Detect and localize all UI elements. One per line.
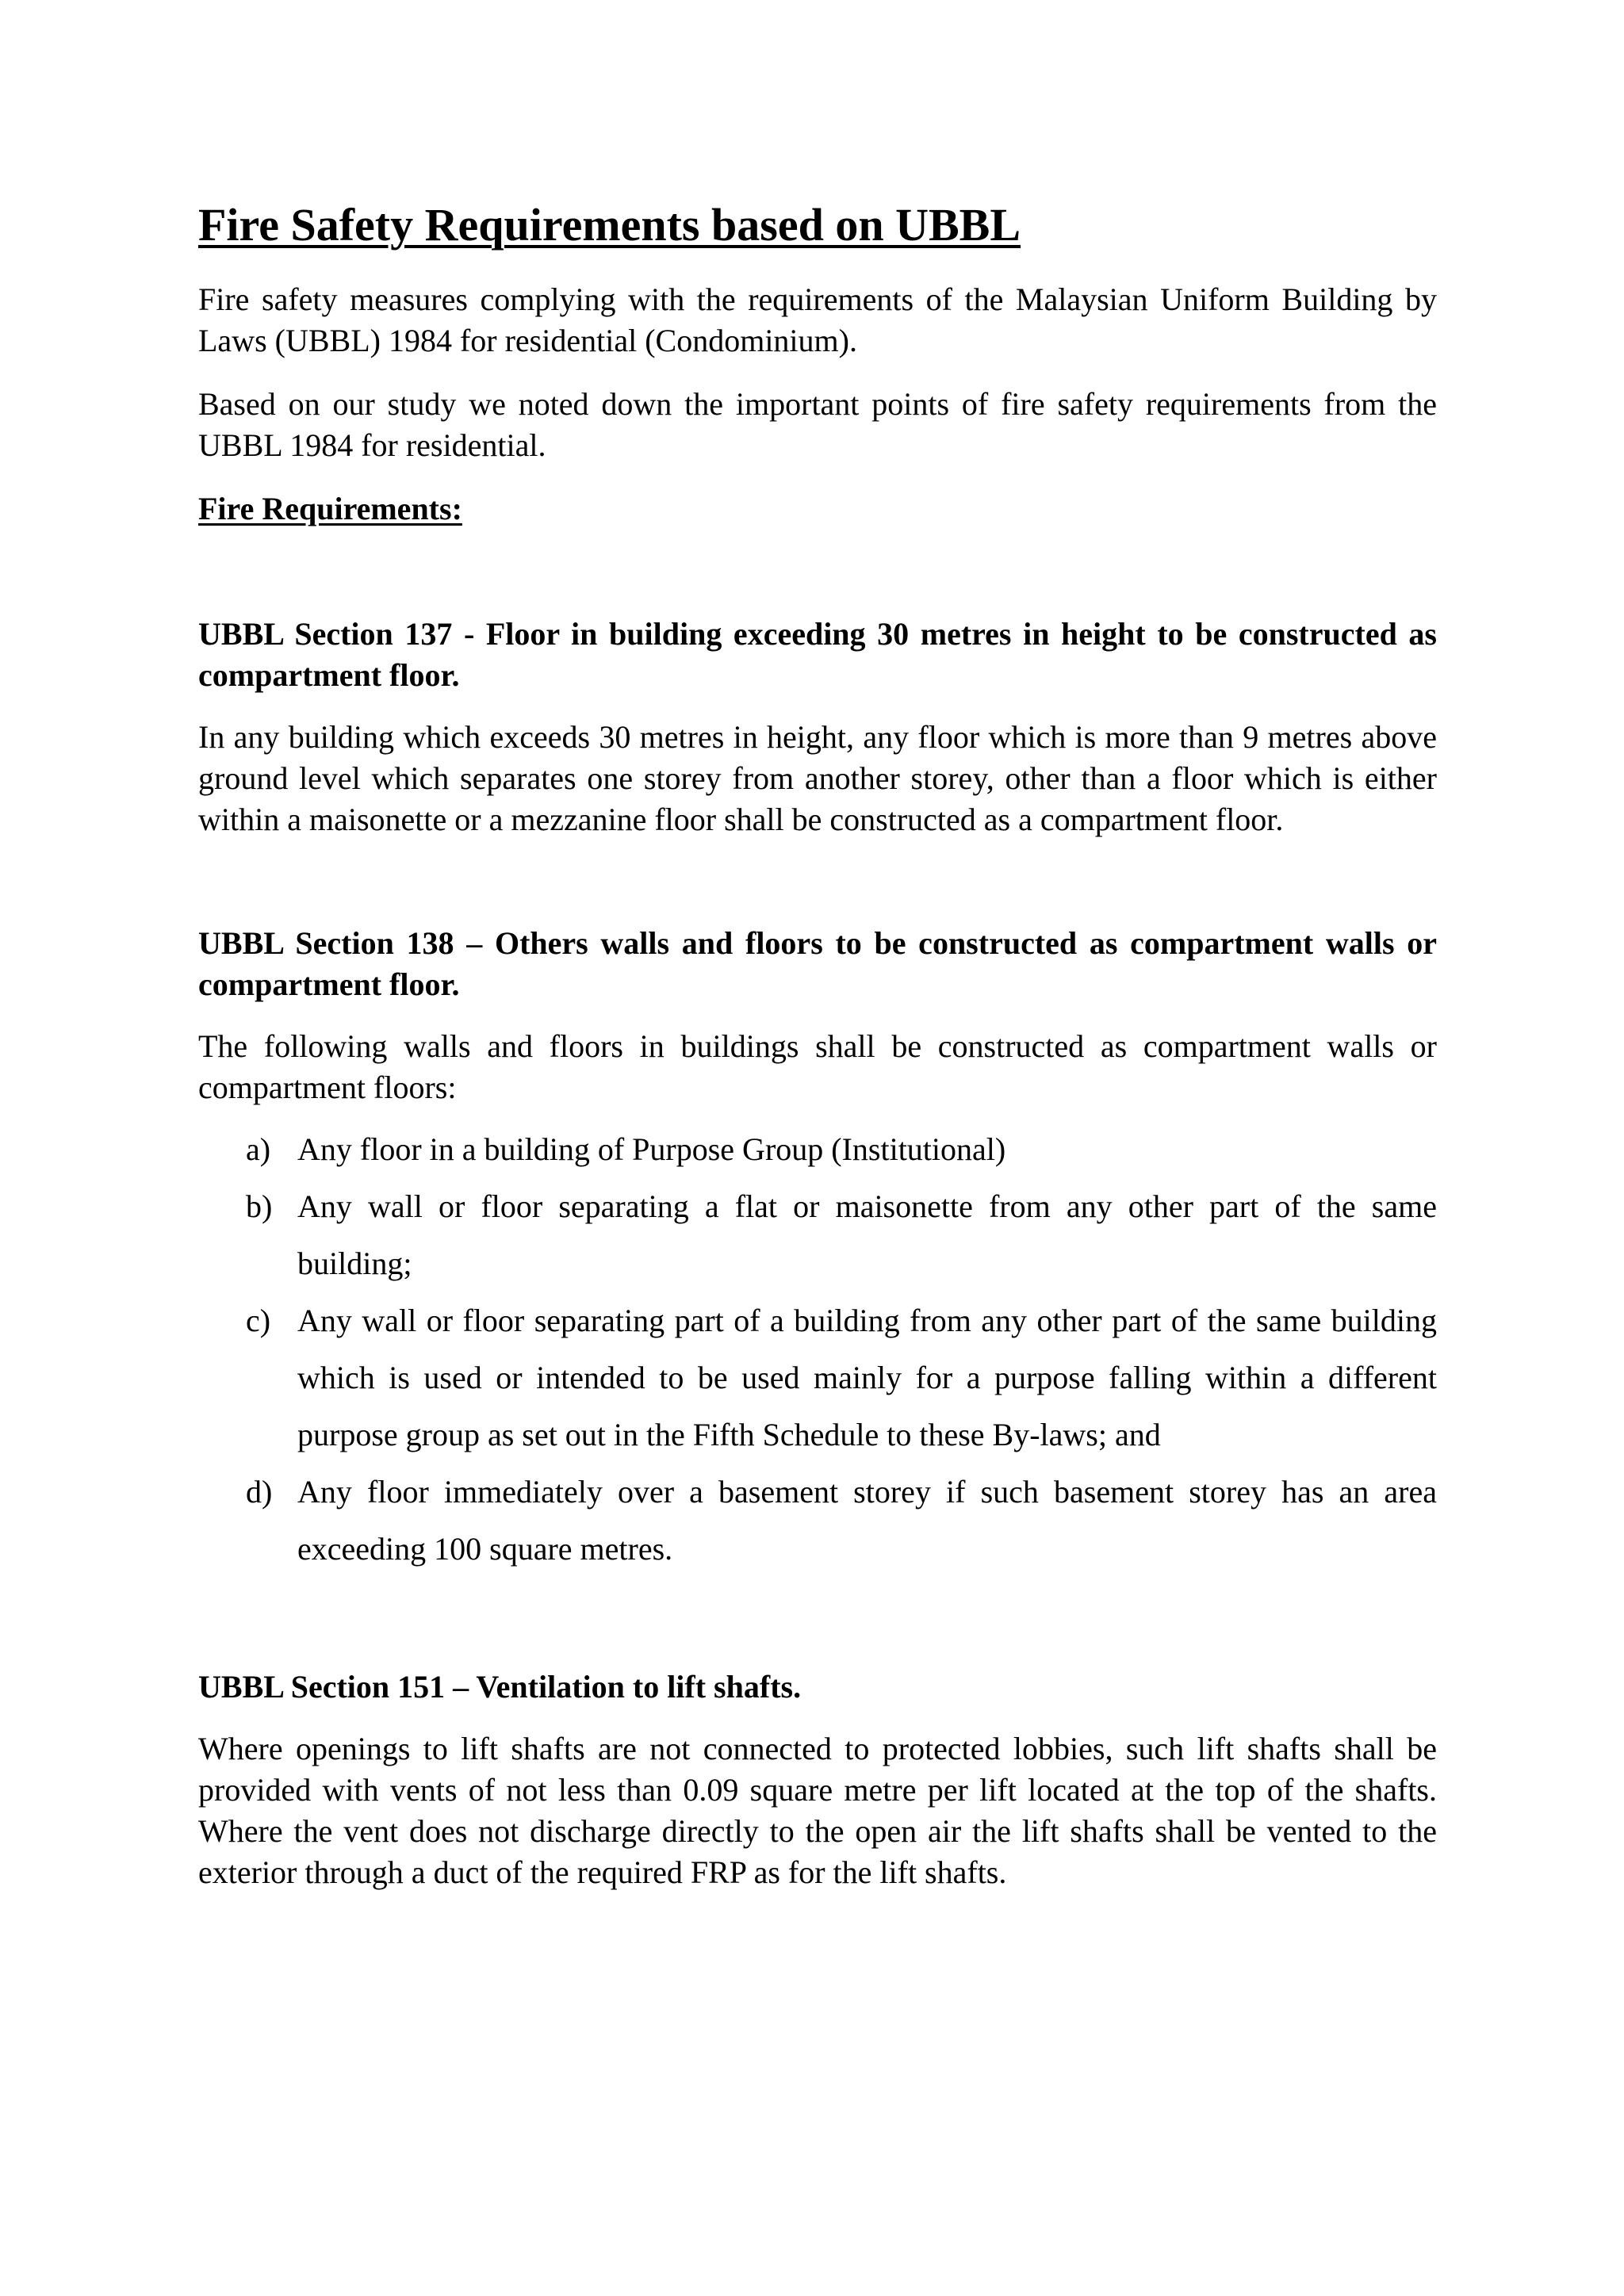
- list-item: [246, 1464, 1437, 1578]
- section-151-body: Where openings to lift shafts are not connected to protected lobbies, such lift shafts shall be provided with vents of not less than 0.09 square metre per lift located at the top of the shafts. Where the vent does not discharge directly to the open air the lift shafts shall be vented to the exterior through a duct of the required FRP as for the lift shafts.: [198, 1731, 1437, 1890]
- list-item: [246, 1178, 1437, 1292]
- list-item-text: Any floor immediately over a basement storey if such basement storey has an area exceeding 100 square metres.: [297, 1474, 1437, 1567]
- list-item: [246, 1292, 1437, 1464]
- page-title: Fire Safety Requirements based on UBBL: [198, 199, 1021, 251]
- list-marker: c): [246, 1303, 271, 1338]
- intro-paragraph-1: Fire safety measures complying with the requirements of the Malaysian Uniform Building by Laws (UBBL) 1984 for residential (Condominium).: [198, 281, 1437, 358]
- list-marker: b): [246, 1188, 273, 1224]
- fire-requirements-heading: Fire Requirements:: [198, 491, 462, 526]
- list-item: [246, 1121, 1437, 1178]
- section-137-heading: UBBL Section 137 - Floor in building exceeding 30 metres in height to be constructed as compartment floor.: [198, 616, 1437, 693]
- list-item-text: Any wall or floor separating part of a building from any other part of the same building which is used or intended to be used mainly for a purpose falling within a different purpose group as set out in the Fifth Schedule to these By-laws; and: [297, 1303, 1437, 1452]
- intro-paragraph-2: Based on our study we noted down the important points of fire safety requirements from the UBBL 1984 for residential.: [198, 386, 1437, 463]
- list-item-text: Any floor in a building of Purpose Group (Institutional): [297, 1131, 1006, 1167]
- list-item-text: Any wall or floor separating a flat or maisonette from any other part of the same building;: [297, 1188, 1437, 1281]
- list-marker: d): [246, 1474, 273, 1510]
- section-138-list: [246, 1121, 1437, 1578]
- section-137-body: In any building which exceeds 30 metres in height, any floor which is more than 9 metres above ground level which separates one storey from another storey, other than a floor which is either within a maisonette or a mezzanine floor shall be constructed as a compartment floor.: [198, 719, 1437, 837]
- list-marker: a): [246, 1131, 271, 1167]
- section-138-body: The following walls and floors in buildings shall be constructed as compartment walls or compartment floors:: [198, 1028, 1437, 1105]
- section-138-heading: UBBL Section 138 – Others walls and floors to be constructed as compartment walls or compartment floor.: [198, 925, 1437, 1002]
- section-151-heading: UBBL Section 151 – Ventilation to lift shafts.: [198, 1669, 802, 1705]
